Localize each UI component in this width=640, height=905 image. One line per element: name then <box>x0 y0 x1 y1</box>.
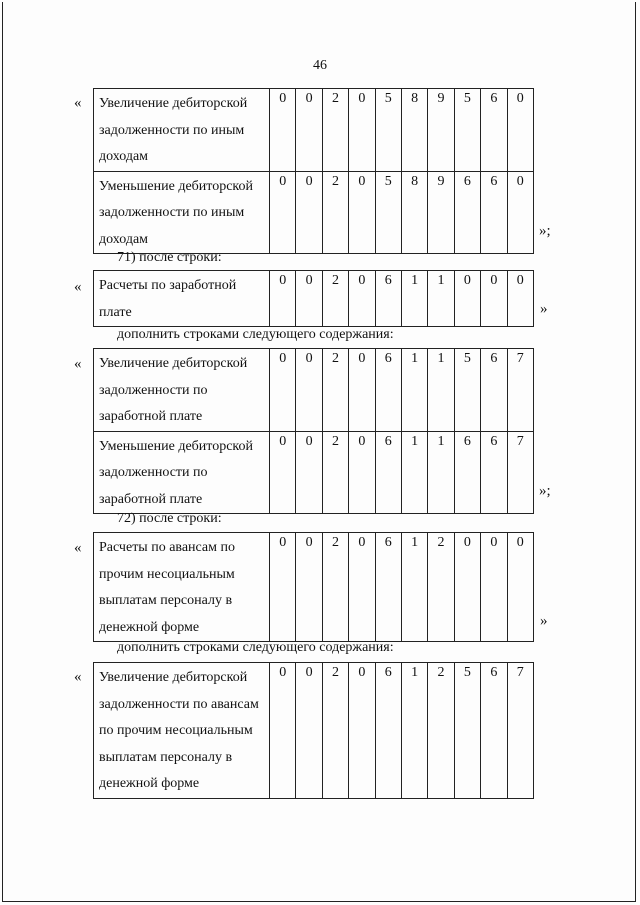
row-label: Расчеты по заработной плате <box>94 271 270 327</box>
code-digit: 2 <box>428 663 454 799</box>
code-table-3 <box>93 348 534 514</box>
table-row <box>94 271 534 327</box>
code-digit: 0 <box>296 271 322 327</box>
code-digit: 0 <box>296 431 322 514</box>
code-digit: 0 <box>481 533 507 642</box>
code-digit: 9 <box>428 89 454 172</box>
code-digit: 7 <box>507 663 533 799</box>
code-digit: 9 <box>428 171 454 254</box>
code-digit: 6 <box>375 271 401 327</box>
code-digit: 7 <box>507 431 533 514</box>
table-row <box>94 171 534 254</box>
open-quote: « <box>74 279 82 295</box>
code-digit: 0 <box>270 171 296 254</box>
code-digit: 2 <box>322 171 348 254</box>
open-quote: « <box>74 95 82 111</box>
paragraph-intro: 71) после строки: <box>117 250 222 265</box>
paragraph-intro: 72) после строки: <box>117 511 222 526</box>
code-digit: 2 <box>428 533 454 642</box>
close-quote: » <box>540 613 548 629</box>
code-digit: 5 <box>375 89 401 172</box>
code-digit: 0 <box>349 89 375 172</box>
code-table-4 <box>93 532 534 642</box>
code-digit: 2 <box>322 271 348 327</box>
close-quote: »; <box>539 483 551 499</box>
code-digit: 0 <box>270 89 296 172</box>
code-digit: 0 <box>349 349 375 432</box>
code-digit: 1 <box>428 431 454 514</box>
code-digit: 2 <box>322 533 348 642</box>
table-row <box>94 533 534 642</box>
code-digit: 0 <box>349 533 375 642</box>
code-digit: 0 <box>296 171 322 254</box>
code-digit: 0 <box>270 431 296 514</box>
close-quote: » <box>540 301 548 317</box>
code-digit: 6 <box>454 431 480 514</box>
open-quote: « <box>74 356 82 372</box>
code-digit: 1 <box>428 271 454 327</box>
open-quote: « <box>74 669 82 685</box>
code-digit: 0 <box>349 431 375 514</box>
table-row <box>94 663 534 799</box>
table-row <box>94 349 534 432</box>
code-digit: 6 <box>481 431 507 514</box>
code-digit: 0 <box>296 349 322 432</box>
code-digit: 1 <box>401 431 427 514</box>
code-digit: 1 <box>401 349 427 432</box>
code-table-1 <box>93 88 534 254</box>
table-row <box>94 431 534 514</box>
code-digit: 5 <box>454 349 480 432</box>
code-digit: 6 <box>375 663 401 799</box>
code-digit: 0 <box>270 349 296 432</box>
code-digit: 5 <box>375 171 401 254</box>
code-digit: 0 <box>349 171 375 254</box>
row-label: Увеличение дебиторской задолженности по заработной плате <box>94 349 270 432</box>
code-digit: 0 <box>270 271 296 327</box>
row-label: Уменьшение дебиторской задолженности по иным доходам <box>94 171 270 254</box>
code-digit: 0 <box>270 663 296 799</box>
code-digit: 6 <box>481 171 507 254</box>
table-row <box>94 89 534 172</box>
code-digit: 2 <box>322 663 348 799</box>
code-table-5 <box>93 662 534 799</box>
code-digit: 0 <box>349 271 375 327</box>
code-digit: 0 <box>270 533 296 642</box>
code-digit: 6 <box>375 349 401 432</box>
code-digit: 5 <box>454 663 480 799</box>
code-digit: 1 <box>401 663 427 799</box>
code-digit: 0 <box>454 271 480 327</box>
code-digit: 2 <box>322 431 348 514</box>
code-digit: 1 <box>428 349 454 432</box>
paragraph-intro: дополнить строками следующего содержания: <box>117 640 394 655</box>
code-digit: 6 <box>375 533 401 642</box>
code-digit: 5 <box>454 89 480 172</box>
code-digit: 1 <box>401 533 427 642</box>
row-label: Уменьшение дебиторской задолженности по заработной плате <box>94 431 270 514</box>
page-number: 46 <box>313 58 327 73</box>
code-digit: 0 <box>507 89 533 172</box>
open-quote: « <box>74 540 82 556</box>
code-digit: 0 <box>296 663 322 799</box>
code-digit: 0 <box>454 533 480 642</box>
code-digit: 2 <box>322 89 348 172</box>
code-digit: 0 <box>296 89 322 172</box>
code-digit: 8 <box>401 89 427 172</box>
code-digit: 6 <box>481 349 507 432</box>
code-table-2 <box>93 270 534 327</box>
row-label: Увеличение дебиторской задолженности по иным доходам <box>94 89 270 172</box>
code-digit: 0 <box>507 271 533 327</box>
code-digit: 2 <box>322 349 348 432</box>
code-digit: 1 <box>401 271 427 327</box>
code-digit: 0 <box>296 533 322 642</box>
close-quote: »; <box>539 223 551 239</box>
code-digit: 8 <box>401 171 427 254</box>
code-digit: 0 <box>349 663 375 799</box>
code-digit: 6 <box>481 89 507 172</box>
code-digit: 6 <box>375 431 401 514</box>
code-digit: 6 <box>454 171 480 254</box>
code-digit: 0 <box>507 171 533 254</box>
row-label: Расчеты по авансам по прочим несоциальным выплатам персоналу в денежной форме <box>94 533 270 642</box>
row-label: Увеличение дебиторской задолженности по авансам по прочим несоциальным выплатам персоналу в денежной форме <box>94 663 270 799</box>
code-digit: 0 <box>507 533 533 642</box>
code-digit: 7 <box>507 349 533 432</box>
paragraph-intro: дополнить строками следующего содержания: <box>117 327 394 342</box>
code-digit: 6 <box>481 663 507 799</box>
code-digit: 0 <box>481 271 507 327</box>
